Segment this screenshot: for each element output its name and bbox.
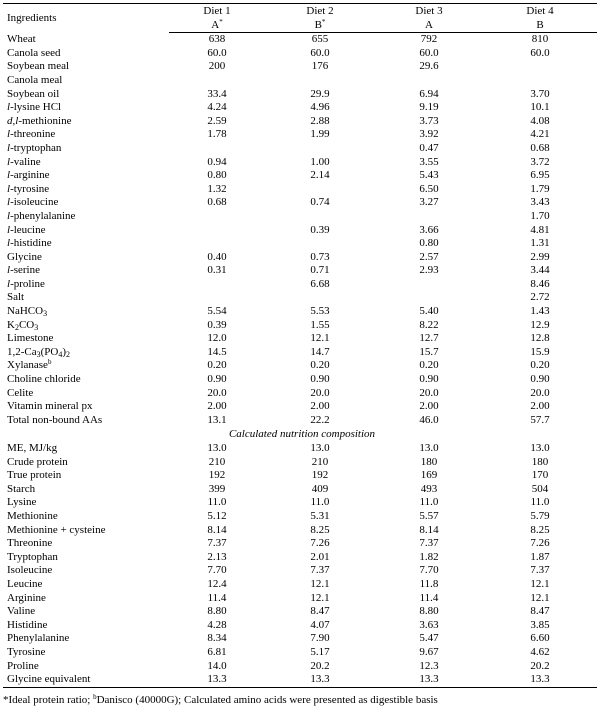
- header-row-diets: [3, 4, 597, 19]
- diet-3-value: 2.93: [419, 264, 439, 277]
- diet-1-value: 0.40: [207, 250, 227, 263]
- diet-1-value: 7.37: [207, 537, 227, 550]
- row-label: l-phenylalanine: [7, 209, 76, 222]
- row-label: Methionine + cysteine: [7, 523, 106, 536]
- diet-2-value: 1.99: [310, 128, 330, 141]
- diet-1-value: 13.3: [169, 673, 265, 687]
- diet-1-value: 8.14: [207, 523, 227, 536]
- ingredient-row: [3, 305, 597, 319]
- diet-3-value: [375, 74, 483, 88]
- diet-3-value: 8.22: [419, 318, 439, 331]
- diet-2-value: 14.7: [310, 345, 330, 358]
- row-label: Celite: [7, 386, 34, 399]
- diet-2-value: 1.55: [310, 318, 330, 331]
- ingredient-row: [3, 88, 597, 102]
- ingredient-row: [3, 33, 597, 47]
- diet-2-value: 8.25: [310, 523, 330, 536]
- ingredient-row: [3, 319, 597, 333]
- ingredient-row: [3, 115, 597, 129]
- row-label: Salt: [7, 291, 25, 304]
- diet-3-value: 2.00: [419, 400, 439, 413]
- diet-3-value: 8.80: [419, 605, 439, 618]
- diet-1-value: [169, 142, 265, 156]
- ingredient-row: [3, 346, 597, 360]
- diet-2-value: [265, 142, 375, 156]
- diet-1-value: 20.0: [207, 386, 227, 399]
- diet-1-value: 192: [208, 469, 226, 482]
- diet-3-value: 792: [420, 33, 438, 46]
- row-label: d,l-methionine: [7, 114, 72, 127]
- diet-2-ratio: B*: [265, 19, 375, 33]
- diet-1-value: 8.34: [207, 632, 227, 645]
- diet-4-value: 20.0: [530, 386, 550, 399]
- diet-2-value: 655: [311, 33, 329, 46]
- diet-2-header: Diet 2: [265, 4, 375, 19]
- section-title-row: [3, 427, 597, 442]
- diet-3-value: 0.90: [419, 373, 439, 386]
- row-label: Glycine equivalent: [3, 673, 169, 687]
- nutrition-row: [3, 496, 597, 510]
- diet-4-value: 3.70: [530, 87, 550, 100]
- diet-3-value: 8.14: [419, 523, 439, 536]
- diet-3-value: 0.80: [419, 237, 439, 250]
- row-label: Total non-bound AAs: [7, 413, 103, 426]
- diet-3-value: 7.37: [419, 537, 439, 550]
- diet-2-value: 11.0: [310, 496, 330, 509]
- diet-4-value: 3.43: [530, 196, 550, 209]
- diet-2-value: 12.1: [310, 577, 330, 590]
- diet-3-value: 3.55: [419, 155, 439, 168]
- diet-3-value: 6.50: [419, 182, 439, 195]
- diet-1-value: 60.0: [207, 46, 227, 59]
- diet-2-value: 0.71: [310, 264, 330, 277]
- diet-4-value: 0.20: [530, 359, 550, 372]
- row-label: $1,2-Ca_3(PO_4)_2$: [7, 345, 71, 359]
- diet-3-value: 3.66: [419, 223, 439, 236]
- diet-2-value: 7.26: [310, 537, 330, 550]
- nutrition-section: [3, 442, 597, 687]
- diet-4-value: 57.7: [530, 413, 550, 426]
- diet-4-value: 11.0: [530, 496, 550, 509]
- diet-3-value: 169: [420, 469, 438, 482]
- ingredient-row: [3, 196, 597, 210]
- ingredient-row: [3, 400, 597, 414]
- diet-4-value: 1.79: [530, 182, 550, 195]
- diet-3-ratio: A: [375, 19, 483, 33]
- row-label: Methionine: [7, 509, 58, 522]
- diet-2-value: 0.90: [310, 373, 330, 386]
- nutrition-row: [3, 605, 597, 619]
- diet-4-value: 170: [531, 469, 549, 482]
- ingredient-row: [3, 237, 597, 251]
- diet-1-value: [169, 291, 265, 305]
- row-label: Limestone: [7, 332, 54, 345]
- diet-1-value: 13.1: [207, 413, 227, 426]
- diet-3-value: 60.0: [419, 46, 439, 59]
- diet-3-value: 12.7: [419, 332, 439, 345]
- row-label: NaHCO$_3$: [7, 305, 48, 319]
- row-label: Lysine: [7, 496, 37, 509]
- nutrition-row: [3, 578, 597, 592]
- nutrition-row: [3, 632, 597, 646]
- diet-4-header: Diet 4: [483, 4, 597, 19]
- diet-1-value: [169, 224, 265, 238]
- ingredient-row: [3, 169, 597, 183]
- diet-2-value: [265, 74, 375, 88]
- diet-1-value: 0.39: [207, 318, 227, 331]
- diet-4-value: 1.43: [530, 305, 550, 318]
- row-label: Threonine: [7, 537, 53, 550]
- row-label: Leucine: [7, 577, 43, 590]
- diet-4-value: 8.47: [530, 605, 550, 618]
- nutrition-row: [3, 660, 597, 674]
- row-label: l-proline: [7, 277, 45, 290]
- diet-4-value: 2.72: [530, 291, 550, 304]
- diet-2-value: 12.1: [310, 332, 330, 345]
- diet-4-value: [483, 74, 597, 88]
- row-label: True protein: [7, 469, 62, 482]
- diet-4-value: 13.3: [483, 673, 597, 687]
- row-label: l-leucine: [7, 223, 46, 236]
- diet-1-value: 0.94: [207, 155, 227, 168]
- diet-1-value: 0.20: [207, 359, 227, 372]
- diet-4-value: 4.21: [530, 128, 550, 141]
- ingredient-row: [3, 47, 597, 61]
- diet-4-value: 10.1: [530, 101, 550, 114]
- diet-3-value: 1.82: [419, 550, 439, 563]
- diet-4-value: 180: [531, 455, 549, 468]
- diet-2-value: 0.74: [310, 196, 330, 209]
- diet-3-value: 5.57: [419, 509, 439, 522]
- diet-4-value: 8.25: [530, 523, 550, 536]
- diet-3-value: [375, 291, 483, 305]
- ingredient-row: [3, 156, 597, 170]
- diet-1-value: 1.32: [207, 182, 227, 195]
- diet-1-value: 8.80: [207, 605, 227, 618]
- section-title: Calculated nutrition composition: [228, 428, 376, 441]
- diet-1-value: 0.80: [207, 169, 227, 182]
- row-label: l-valine: [7, 155, 41, 168]
- diet-1-header: Diet 1: [169, 4, 265, 19]
- nutrition-row: [3, 673, 597, 687]
- diet-1-value: 5.12: [207, 509, 227, 522]
- diet-4-value: 1.70: [530, 209, 550, 222]
- diet-2-value: [265, 183, 375, 197]
- row-label: Histidine: [7, 618, 48, 631]
- diet-3-value: 3.92: [419, 128, 439, 141]
- diet-2-value: 210: [311, 455, 329, 468]
- diet-2-value: 13.3: [265, 673, 375, 687]
- diet-2-value: 2.00: [310, 400, 330, 413]
- diet-4-value: 13.0: [530, 442, 550, 454]
- row-label: Isoleucine: [7, 564, 53, 577]
- diet-1-value: 12.4: [207, 577, 227, 590]
- row-label: l-tryptophan: [7, 141, 62, 154]
- diet-1-value: 638: [208, 33, 226, 46]
- diet-3-value: 6.94: [419, 87, 439, 100]
- nutrition-row: [3, 510, 597, 524]
- diet-3-value: [375, 278, 483, 292]
- diet-3-value: 0.47: [419, 141, 439, 154]
- diet-1-value: 11.4: [207, 591, 227, 604]
- row-label: Tyrosine: [7, 645, 46, 658]
- diet-2-value: [265, 291, 375, 305]
- diet-2-value: 4.07: [310, 618, 330, 631]
- diet-2-value: 0.20: [310, 359, 330, 372]
- row-label: Glycine: [7, 250, 42, 263]
- row-label: Tryptophan: [7, 550, 58, 563]
- diet-2-value: 176: [311, 60, 329, 73]
- row-label: l-arginine: [7, 169, 50, 182]
- ingredient-row: [3, 278, 597, 292]
- diet-2-value: [265, 210, 375, 224]
- row-label: Canola seed: [7, 46, 61, 59]
- diet-2-value: 20.0: [310, 386, 330, 399]
- diet-3-value: [375, 210, 483, 224]
- ingredient-row: [3, 142, 597, 156]
- row-label: l-threonine: [7, 128, 56, 141]
- diet-2-value: 20.2: [310, 659, 330, 672]
- diet-1-ratio: A*: [169, 19, 265, 33]
- row-label: l-tyrosine: [7, 182, 50, 195]
- ingredient-row: [3, 74, 597, 88]
- diet-1-value: 14.0: [207, 659, 227, 672]
- ingredients-section: [3, 33, 597, 428]
- diet-4-value: 3.85: [530, 618, 550, 631]
- diet-2-value: [265, 237, 375, 251]
- ingredient-row: [3, 373, 597, 387]
- row-label: Soybean meal: [7, 60, 70, 73]
- diet-1-value: 12.0: [207, 332, 227, 345]
- ingredient-row: [3, 60, 597, 74]
- row-label: $K_2CO_3$: [7, 318, 39, 332]
- diet-1-value: 33.4: [207, 87, 227, 100]
- diet-3-value: 3.63: [419, 618, 439, 631]
- nutrition-row: [3, 537, 597, 551]
- diet-2-value: 13.0: [310, 442, 330, 454]
- diet-composition-table: [3, 3, 597, 688]
- diet-1-value: 7.70: [207, 564, 227, 577]
- diet-3-value: 5.43: [419, 169, 439, 182]
- diet-4-ratio: B: [483, 19, 597, 33]
- diet-4-value: 1.31: [530, 237, 550, 250]
- diet-3-value: 15.7: [419, 345, 439, 358]
- row-label: Arginine: [7, 591, 46, 604]
- ingredient-row: [3, 251, 597, 265]
- diet-2-value: 2.88: [310, 114, 330, 127]
- ingredient-row: [3, 128, 597, 142]
- nutrition-row: [3, 551, 597, 565]
- diet-4-value: 810: [531, 33, 549, 46]
- diet-1-value: 4.24: [207, 101, 227, 114]
- diet-4-value: 12.9: [530, 318, 550, 331]
- diet-2-value: 12.1: [310, 591, 330, 604]
- diet-2-value: 409: [311, 482, 329, 495]
- diet-1-value: 5.54: [207, 305, 227, 318]
- nutrition-row: [3, 592, 597, 606]
- row-label: l-isoleucine: [7, 196, 59, 209]
- diet-4-value: 4.08: [530, 114, 550, 127]
- diet-3-value: 3.73: [419, 114, 439, 127]
- diet-3-value: 3.27: [419, 196, 439, 209]
- diet-4-value: 20.2: [530, 659, 550, 672]
- ingredient-row: [3, 359, 597, 373]
- diet-3-value: 13.0: [419, 442, 439, 454]
- diet-4-value: 7.26: [530, 537, 550, 550]
- row-label: l-lysine HCl: [7, 101, 62, 114]
- diet-4-value: 60.0: [530, 46, 550, 59]
- diet-3-value: 12.3: [419, 659, 439, 672]
- diet-3-value: 13.3: [375, 673, 483, 687]
- diet-4-value: 0.90: [530, 373, 550, 386]
- diet-4-value: 6.60: [530, 632, 550, 645]
- diet-1-value: 14.5: [207, 345, 227, 358]
- diet-4-value: 1.87: [530, 550, 550, 563]
- diet-2-value: 29.9: [310, 87, 330, 100]
- diet-4-value: 4.62: [530, 645, 550, 658]
- diet-1-value: 13.0: [207, 442, 227, 454]
- diet-2-value: 5.31: [310, 509, 330, 522]
- ingredient-row: [3, 264, 597, 278]
- diet-4-value: 7.37: [530, 564, 550, 577]
- row-label: Xylanase$^b$: [7, 358, 52, 372]
- nutrition-row: [3, 469, 597, 483]
- diet-4-value: 2.00: [530, 400, 550, 413]
- diet-4-value: 6.95: [530, 169, 550, 182]
- diet-3-value: 493: [420, 482, 438, 495]
- diet-1-value: 210: [208, 455, 226, 468]
- nutrition-row: [3, 456, 597, 470]
- ingredient-row: [3, 210, 597, 224]
- diet-4-value: 5.79: [530, 509, 550, 522]
- diet-2-value: 4.96: [310, 101, 330, 114]
- nutrition-row: [3, 442, 597, 456]
- diet-3-value: 180: [420, 455, 438, 468]
- diet-2-value: 5.53: [310, 305, 330, 318]
- diet-2-value: 0.39: [310, 223, 330, 236]
- diet-2-value: 22.2: [310, 413, 330, 426]
- diet-2-value: 7.37: [310, 564, 330, 577]
- diet-1-value: 1.78: [207, 128, 227, 141]
- row-label: Crude protein: [7, 455, 68, 468]
- row-label: Proline: [7, 659, 39, 672]
- diet-4-value: [483, 60, 597, 74]
- diet-2-value: 1.00: [310, 155, 330, 168]
- diet-2-value: 5.17: [310, 645, 330, 658]
- nutrition-row: [3, 619, 597, 633]
- ingredient-row: [3, 291, 597, 305]
- diet-4-value: 504: [531, 482, 549, 495]
- diet-3-value: 0.20: [419, 359, 439, 372]
- diet-1-value: 399: [208, 482, 226, 495]
- row-label: Wheat: [7, 32, 36, 45]
- row-label: ME, MJ/kg: [7, 442, 58, 454]
- diet-1-value: [169, 74, 265, 88]
- diet-1-value: [169, 237, 265, 251]
- diet-4-value: 8.46: [530, 277, 550, 290]
- row-label: Valine: [7, 605, 36, 618]
- row-label: l-serine: [7, 264, 40, 277]
- diet-4-value: 3.72: [530, 155, 550, 168]
- diet-3-value: 11.4: [419, 591, 439, 604]
- diet-4-value: 0.68: [530, 141, 550, 154]
- section-divider: [3, 427, 597, 442]
- diet-1-value: [169, 210, 265, 224]
- diet-4-value: 3.44: [530, 264, 550, 277]
- diet-2-value: 2.14: [310, 169, 330, 182]
- table-footnote: *Ideal protein ratio; $^b$Danisco (40000G); Calculated amino acids were presented as digestible basis: [3, 693, 438, 706]
- diet-4-value: 2.99: [530, 250, 550, 263]
- diet-1-value: 0.90: [207, 373, 227, 386]
- diet-1-value: 2.13: [207, 550, 227, 563]
- diet-1-value: 200: [208, 60, 226, 73]
- diet-3-value: 9.19: [419, 101, 439, 114]
- diet-2-value: 2.01: [310, 550, 330, 563]
- ingredient-row: [3, 332, 597, 346]
- row-label: Phenylalanine: [7, 632, 70, 645]
- diet-1-value: 2.00: [207, 400, 227, 413]
- nutrition-row: [3, 524, 597, 538]
- nutrition-row: [3, 483, 597, 497]
- diet-2-value: 6.68: [310, 277, 330, 290]
- row-label: Vitamin mineral px: [7, 400, 93, 413]
- diet-2-value: 0.73: [310, 250, 330, 263]
- diet-4-value: 4.81: [530, 223, 550, 236]
- diet-3-value: 9.67: [419, 645, 439, 658]
- ingredient-row: [3, 224, 597, 238]
- diet-3-value: 11.8: [419, 577, 439, 590]
- ingredient-row: [3, 101, 597, 115]
- diet-4-value: 12.8: [530, 332, 550, 345]
- diet-3-value: 7.70: [419, 564, 439, 577]
- diet-3-value: 46.0: [419, 413, 439, 426]
- diet-3-value: 29.6: [419, 60, 439, 73]
- row-label: Canola meal: [7, 73, 63, 86]
- diet-2-value: 8.47: [310, 605, 330, 618]
- row-label: l-histidine: [7, 237, 52, 250]
- row-label: Starch: [7, 482, 36, 495]
- diet-2-value: 7.90: [310, 632, 330, 645]
- diet-4-value: 12.1: [530, 591, 550, 604]
- diet-2-value: 192: [311, 469, 329, 482]
- diet-3-value: 11.0: [419, 496, 439, 509]
- diet-4-value: 12.1: [530, 577, 550, 590]
- row-label: Soybean oil: [7, 87, 60, 100]
- diet-3-header: Diet 3: [375, 4, 483, 19]
- diet-3-value: 5.40: [419, 305, 439, 318]
- diet-1-value: 0.31: [207, 264, 227, 277]
- diet-1-value: 4.28: [207, 618, 227, 631]
- ingredient-row: [3, 414, 597, 428]
- diet-1-value: [169, 278, 265, 292]
- nutrition-row: [3, 646, 597, 660]
- diet-1-value: 11.0: [207, 496, 227, 509]
- diet-3-value: 2.57: [419, 250, 439, 263]
- row-label: Choline chloride: [7, 373, 81, 386]
- nutrition-row: [3, 564, 597, 578]
- ingredient-row: [3, 387, 597, 401]
- ingredient-row: [3, 183, 597, 197]
- diet-1-value: 2.59: [207, 114, 227, 127]
- diet-3-value: 5.47: [419, 632, 439, 645]
- diet-1-value: 6.81: [207, 645, 227, 658]
- diet-2-value: 60.0: [310, 46, 330, 59]
- diet-1-value: 0.68: [207, 196, 227, 209]
- ingredients-header: Ingredients: [3, 4, 169, 33]
- diet-3-value: 20.0: [419, 386, 439, 399]
- diet-4-value: 15.9: [530, 345, 550, 358]
